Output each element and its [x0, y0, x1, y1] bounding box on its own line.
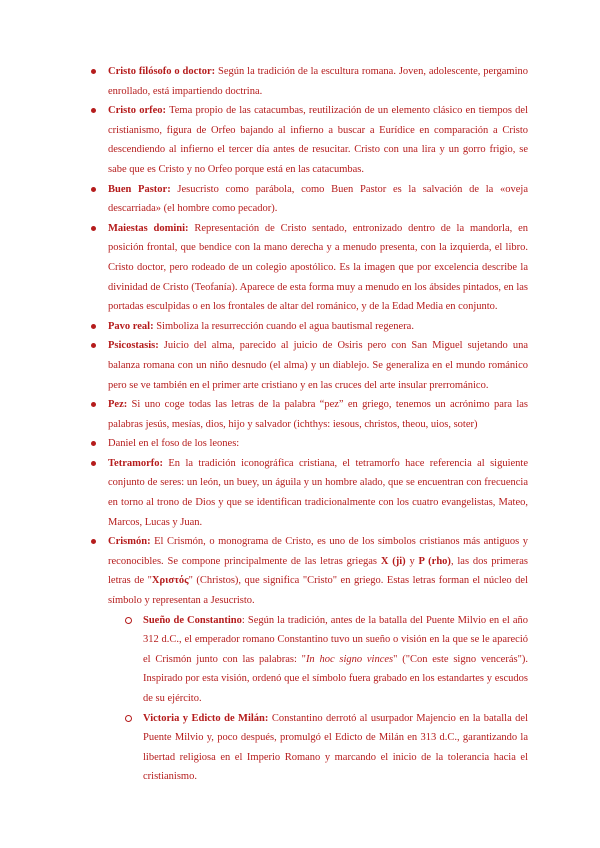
item-text: Tema propio de las catacumbas, reutilización de un elemento clásico en tiempos del cristianismo, figura de Orfeo bajando al infierno a buscar a Eurídice en comparación a Cristo descendiendo al infierno el tercer día antes de resucitar. Cristo con una lira y un gorro frigio, se sabe que es Cristo y no Orfeo porque está en las catacumbas. — [108, 105, 528, 175]
greek-letter-rho: Ρ (rho) — [418, 555, 451, 567]
term-label: Pez: — [108, 399, 128, 411]
list-item-cristo-filosofo — [108, 62, 528, 101]
item-text: : Según la tradición, antes de la batalla del Puente Milvio en el año 312 d.C., el emperador romano Constantino tuvo un sueño o visión en la que se le apareció el Crismón junto con las palabras: " — [143, 614, 528, 665]
term-label: Sueño de Constantino — [143, 614, 242, 626]
item-text: Si uno coge todas las letras de la palabra “pez” en griego, tenemos un acrónimo para las palabras jesús, mesías, dios, hijo y salvador (ichthys: iesous, christos, theou, uios, soter) — [108, 399, 528, 430]
term-label: Psicostasis: — [108, 340, 159, 352]
item-text: Daniel en el foso de los leones: — [108, 438, 240, 450]
item-text: El Crismón, o monograma de Cristo, es uno de los símbolos cristianos más antiguos y reconocibles. Se compone principalmente de las letras griegas — [108, 536, 528, 567]
symbol-list — [108, 62, 528, 787]
sublist-item-sueno-constantino — [143, 611, 528, 709]
latin-phrase: In hoc signo vinces — [305, 653, 394, 665]
list-item-tetramorfo — [108, 454, 528, 532]
list-item-cristo-orfeo — [108, 101, 528, 179]
term-label: Cristo filósofo o doctor: — [108, 66, 216, 77]
list-item-psicostasis — [108, 336, 528, 395]
term-label: Victoria y Edicto de Milán: — [143, 712, 269, 724]
term-label: Maiestas domini: — [108, 222, 189, 234]
item-text: Constantino derrotó al usurpador Majencio en la batalla del Puente Milvio y, poco después, promulgó el Edicto de Milán en 313 d.C., garantizando la libertad religiosa en el Imperio Romano y marcando el inicio de la tolerancia hacia el cristianismo. — [143, 712, 529, 783]
sublist-item-edicto-milan — [143, 709, 528, 787]
list-item-maiestas-domini — [108, 219, 528, 317]
item-text: Representación de Cristo sentado, entronizado dentro de la mandorla, en posición frontal, que bendice con la mano derecha y a menudo presenta, con la izquierda, el libro. Cristo doctor, pero rodeado de un colegio apostólico. Es la imagen que por excelencia describe la divinidad de Cristo (Teofanía). Aparece de esta forma muy a menudo en los ábsides pintados, en las portadas esculpidas o en los frontales de altar del románico, y de la Edad Media en conjunto. — [108, 222, 528, 313]
item-text: y — [405, 555, 419, 567]
term-label: Cristo orfeo: — [108, 105, 167, 117]
greek-word-christos: Χριστός — [151, 575, 189, 587]
item-text: Jesucristo como parábola, como Buen Pastor es la salvación de la «oveja descarriada» (el hombre como pecador). — [108, 183, 529, 215]
item-text: Juicio del alma, parecido al juicio de Osiris pero con San Miguel sujetando una balanza romana con un niño desnudo (el alma) y un diablejo. Se generaliza en el mundo románico pero se ve también en el primer arte cristiano y en las cruces del arte insular prerrománico. — [108, 340, 528, 391]
list-item-daniel — [108, 434, 528, 454]
item-text: Simboliza la resurrección cuando el agua bautismal regenera. — [153, 320, 414, 332]
crismon-sublist — [108, 611, 528, 787]
item-text: , las dos primeras letras de " — [108, 555, 529, 587]
greek-letter-chi: Χ (ji) — [380, 555, 406, 567]
item-text: " ("Con este signo vencerás"). Inspirado por esta visión, ordenó que el símbolo fuera grabado en los estandartes y escudos de su ejército. — [143, 653, 528, 704]
term-label: Pavo real: — [108, 320, 154, 332]
item-text: En la tradición iconográfica cristiana, el tetramorfo hace referencia al siguiente conjunto de seres: un león, un buey, un águila y un hombre alado, que se encuentran con frecuencia en torno al trono de Dios y que se identifican tradicionalmente con los cuatro evangelistas, Mateo, Marcos, Lucas y Juan. — [108, 457, 528, 528]
list-item-crismon — [108, 532, 528, 787]
list-item-pavo-real — [108, 317, 528, 337]
term-label: Tetramorfo: — [108, 457, 164, 469]
term-label: Buen Pastor: — [108, 183, 171, 195]
term-label: Crismón: — [108, 536, 151, 548]
list-item-buen-pastor — [108, 180, 528, 219]
item-text: Según la tradición de la escultura romana. Joven, adolescente, pergamino enrollado, está impartiendo doctrina. — [108, 66, 528, 97]
item-text: " (Christos), que significa "Cristo" en griego. Estas letras forman el núcleo del símbolo y representan a Jesucristo. — [108, 575, 528, 607]
list-item-pez — [108, 395, 528, 434]
